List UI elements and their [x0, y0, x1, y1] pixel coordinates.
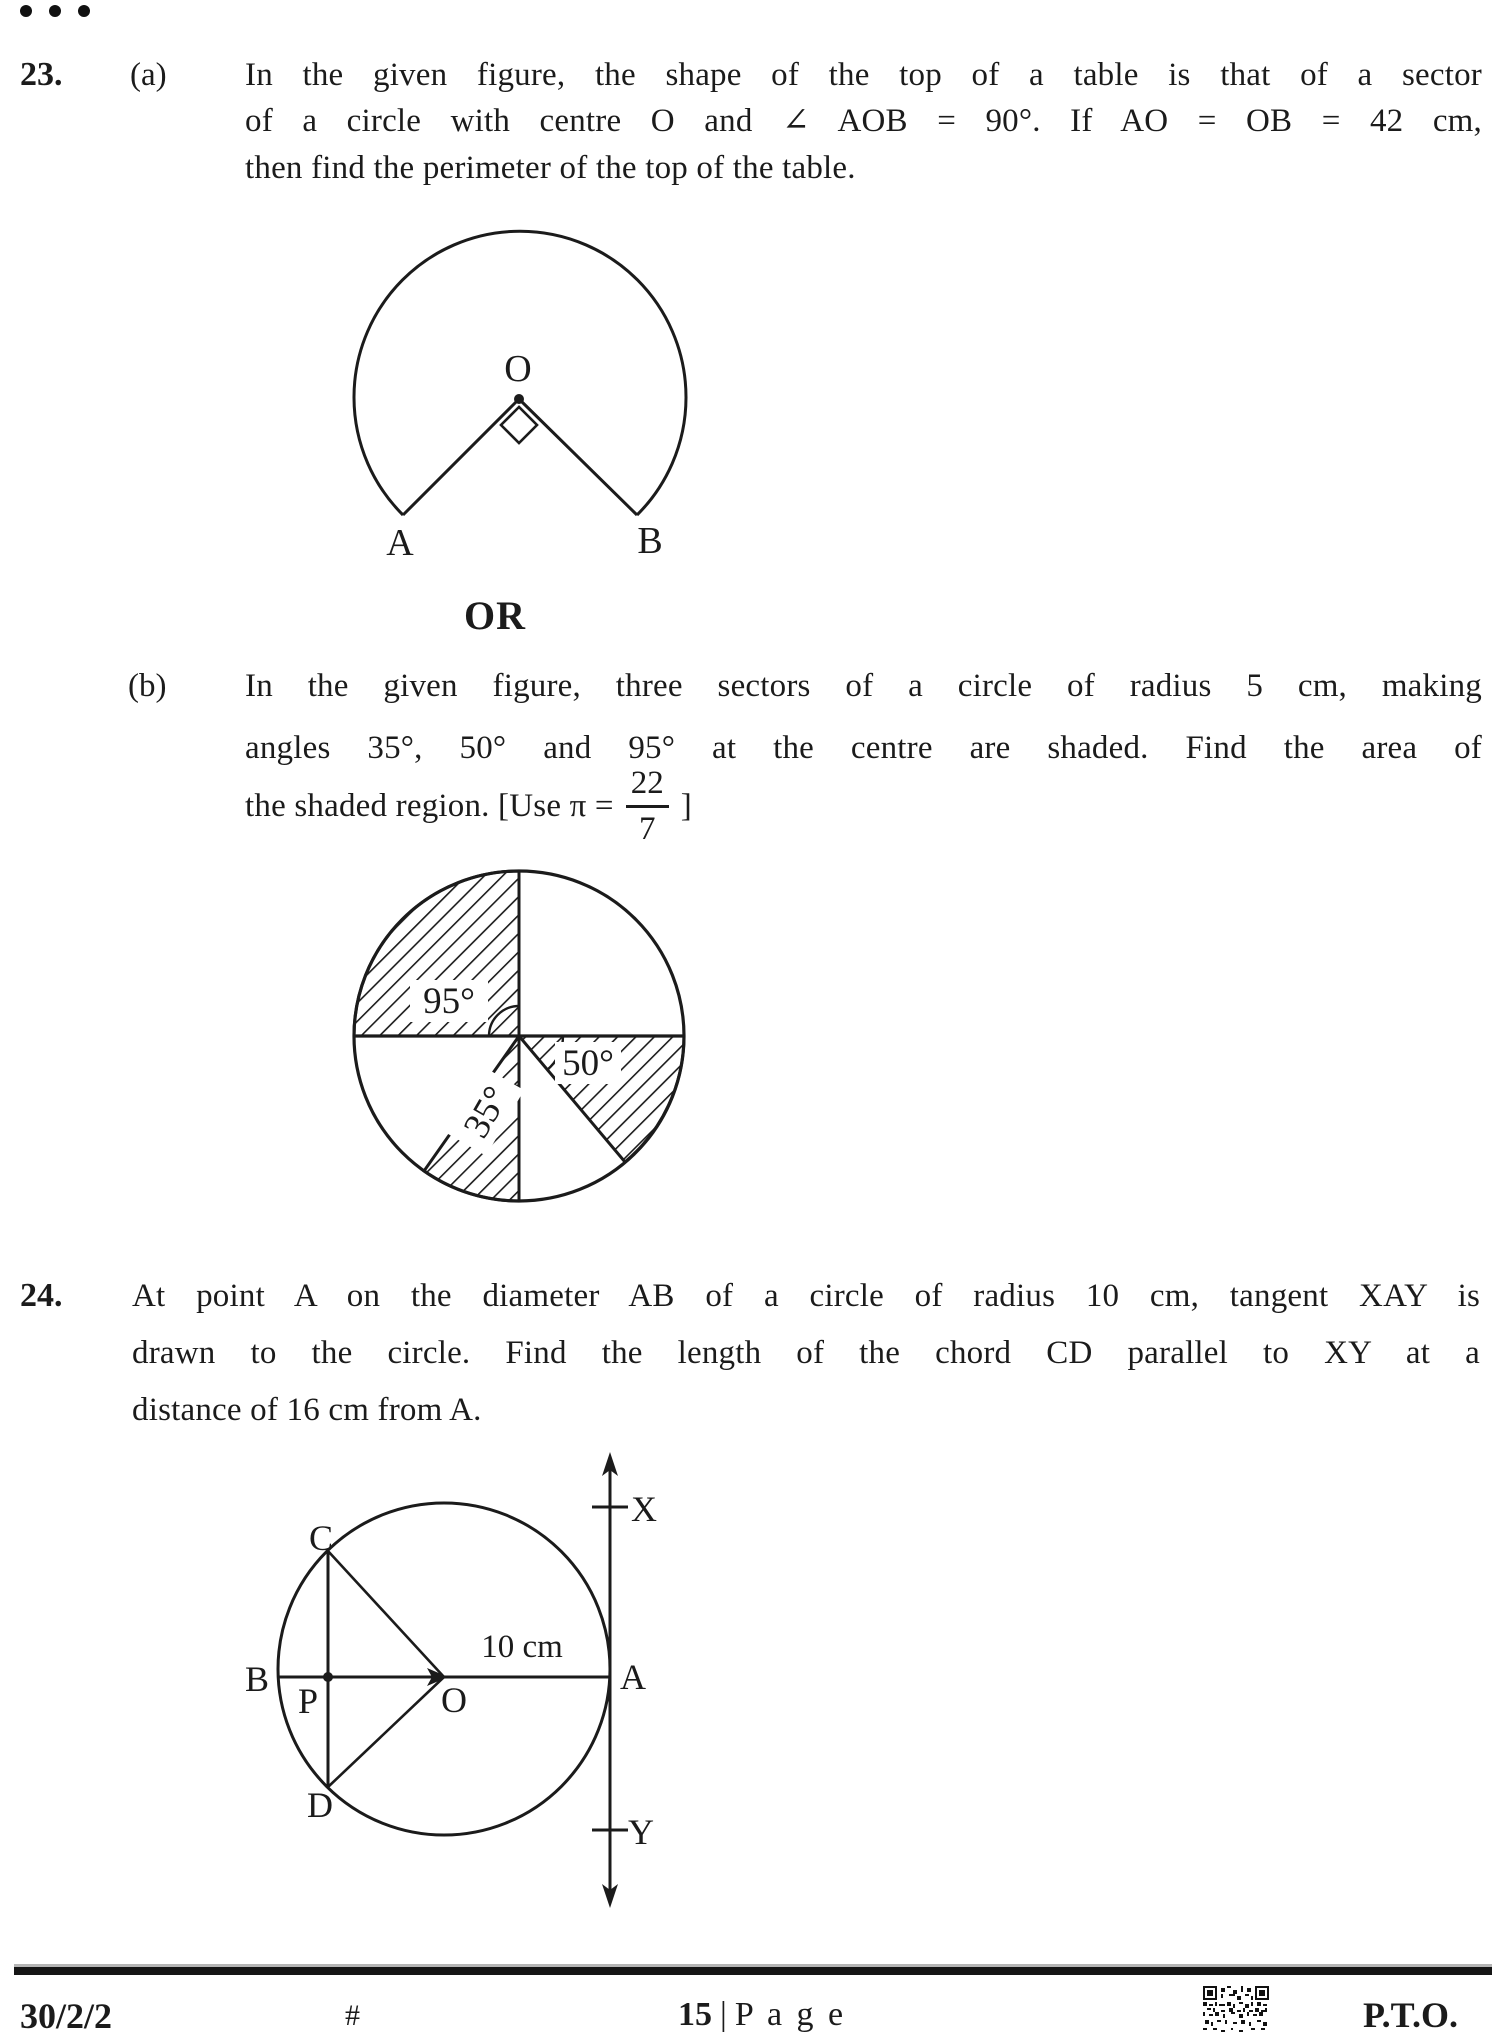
label-c: C: [308, 1518, 334, 1558]
q23b-line1: In the given figure, three sectors of a circle of radius 5 cm, making: [245, 668, 1482, 704]
label-p: P: [297, 1681, 319, 1721]
label-35: 35°: [455, 1079, 518, 1145]
fraction-numerator: 22: [626, 765, 669, 807]
label-d: D: [307, 1785, 333, 1825]
q24-line3: distance of 16 cm from A.: [132, 1392, 482, 1428]
q24-line1: At point A on the diameter AB of a circle of radius 10 cm, tangent XAY is: [132, 1278, 1480, 1314]
point-p-dot: [323, 1672, 333, 1682]
label-o: O: [441, 1680, 467, 1720]
page-separator: |: [720, 1996, 727, 2033]
radius-od-line: [328, 1677, 444, 1787]
fraction-denominator: 7: [639, 810, 656, 847]
radius-oa-line: [403, 399, 519, 515]
label-b: B: [637, 520, 663, 562]
q23a-line3: then find the perimeter of the top of the table.: [245, 150, 856, 186]
paper-code: 30/2/2: [20, 1996, 113, 2034]
tangent-circle-figure: [230, 1440, 675, 1920]
shaded-sectors-figure: [350, 862, 695, 1214]
label-50: 50°: [562, 1043, 614, 1084]
q23a-line2: of a circle with centre O and ∠ AOB = 90°. If AO = OB = 42 cm,: [245, 103, 1482, 139]
dot-icon: [49, 5, 61, 17]
q24-number: 24.: [20, 1277, 63, 1314]
dot-icon: [78, 5, 90, 17]
q23-number: 23.: [20, 56, 63, 93]
label-a: A: [620, 1657, 646, 1697]
label-b: B: [244, 1659, 270, 1699]
q23b-line3-text: the shaded region. [Use π =: [245, 788, 614, 824]
q23b-label: (b): [128, 668, 167, 704]
label-x: X: [631, 1489, 657, 1529]
label-a: A: [386, 522, 414, 564]
page-word: P a g e: [734, 1996, 847, 2033]
q23b-line3: [245, 764, 692, 848]
page-number: 15: [678, 1996, 712, 2033]
q24-line2: drawn to the circle. Find the length of the chord CD parallel to XY at a: [132, 1335, 1480, 1371]
dot-icon: [20, 5, 32, 17]
center-mark: #: [345, 1999, 360, 2032]
label-95: 95°: [423, 981, 475, 1022]
center-dot: [514, 394, 524, 404]
q23a-line1: In the given figure, the shape of the top of a table is that of a sector: [245, 57, 1482, 93]
pi-fraction: [626, 765, 669, 847]
page-number-group: [678, 1996, 846, 2034]
q23a-label: (a): [130, 57, 167, 93]
radius-measure-label: 10 cm: [481, 1629, 563, 1665]
radius-ob-line: [519, 399, 637, 515]
qr-code-icon: [1203, 1986, 1269, 2034]
q23b-line2: angles 35°, 50° and 95° at the centre are shaded. Find the area of: [245, 730, 1482, 766]
label-o: O: [504, 348, 532, 390]
pto-label: P.T.O.: [1363, 1995, 1459, 2034]
sector-table-figure: [330, 215, 702, 590]
corner-dots-icon: [20, 5, 90, 17]
radius-oc-line: [328, 1551, 444, 1677]
or-separator: OR: [464, 593, 526, 638]
footer-rule: [14, 1967, 1492, 1975]
label-y: Y: [628, 1812, 654, 1852]
q23b-line3-bracket: ]: [680, 788, 692, 824]
